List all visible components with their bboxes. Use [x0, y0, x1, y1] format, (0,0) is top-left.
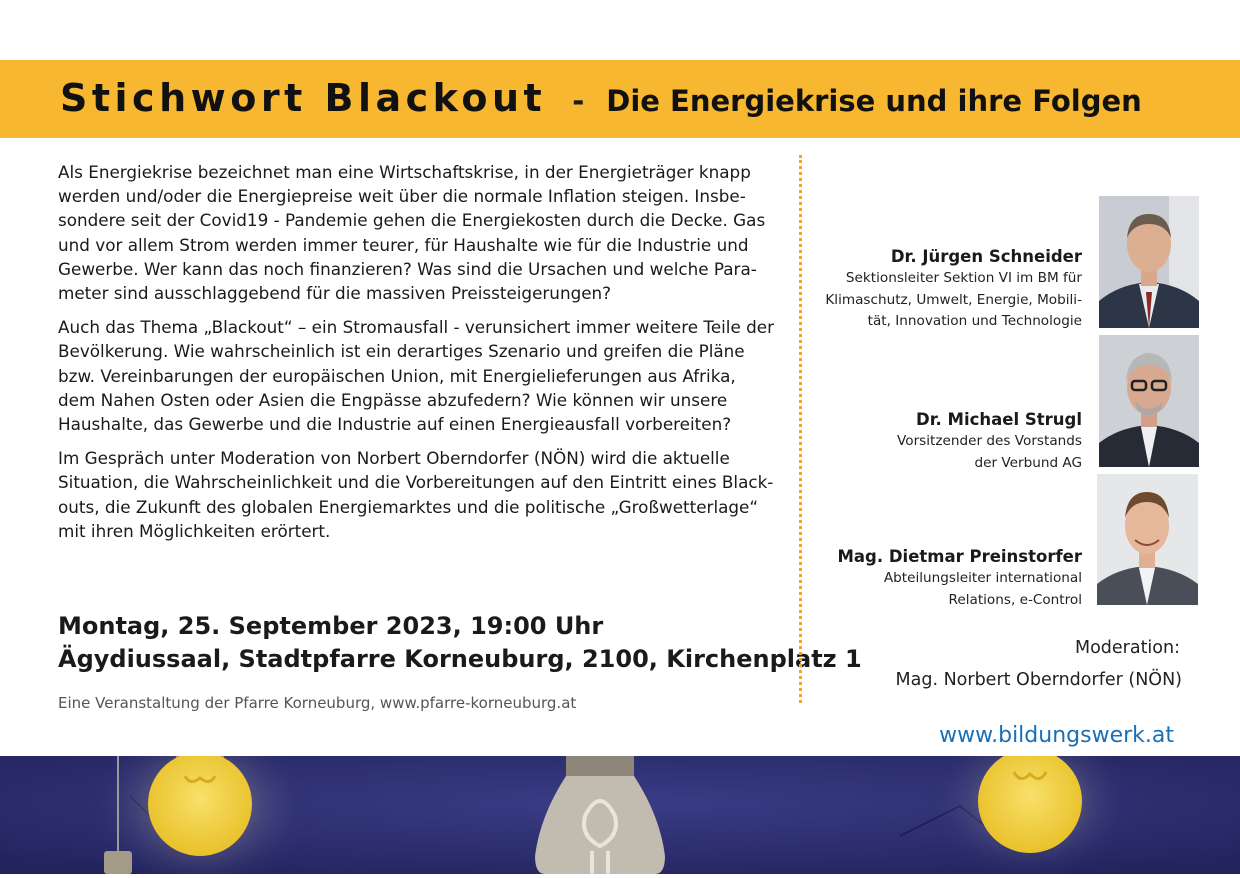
bulb-illustration [0, 756, 1240, 874]
moderator-name: Mag. Norbert Oberndorfer (NÖN) [895, 670, 1182, 690]
speaker-2 [897, 409, 1082, 474]
paragraph-3: Im Gespräch unter Moderation von Norbert Oberndorfer (NÖN) wird die aktuelle Situation, die Wahrscheinlichkeit und die Vorbereitungen auf den Eintritt eines Black- outs, die Zukunft des globalen Energiemarktes und die politische „Großwetterlage“ mit ihren Möglichkeiten erörtert. [58, 448, 774, 541]
event-date: Montag, 25. September 2023, 19:00 Uhr [58, 612, 604, 640]
speaker-photo-1 [1099, 196, 1199, 328]
speaker-3 [837, 546, 1082, 611]
speaker-role: Sektionsleiter Sektion VI im BM für Klimaschutz, Umwelt, Energie, Mobili- tät, Innovation und Technologie [825, 270, 1082, 329]
event-info [58, 610, 862, 676]
title-main: Stichwort Blackout [60, 76, 547, 120]
moderation-label: Moderation: [1074, 638, 1180, 658]
paragraph-1: Als Energiekrise bezeichnet man eine Wirtschaftskrise, in der Energieträger knapp werden und/oder die Energiepreise weit über die normale Inflation steigen. Insbe- sondere seit der Covid19 - Pandemie gehen die Energiekosten durch die Decke. Gas und vor allem Strom werden immer teurer, für Haushalte wie für die Industrie und Gewerbe. Wer kann das noch finanzieren? Was sind die Ursachen und welche Para- meter sind ausschlaggebend für die massiven Preissteigerungen? [58, 162, 766, 304]
speaker-name: Dr. Jürgen Schneider [890, 247, 1082, 266]
speaker-role: Abteilungsleiter international Relations, e-Control [883, 570, 1082, 608]
website-link[interactable]: www.bildungswerk.at [939, 723, 1174, 748]
title-sub: Die Energiekrise und ihre Folgen [606, 84, 1142, 118]
speaker-name: Dr. Michael Strugl [916, 410, 1082, 429]
organizer-note: Eine Veranstaltung der Pfarre Korneuburg, www.pfarre-korneuburg.at [58, 694, 577, 712]
event-location: Ägydiussaal, Stadtpfarre Korneuburg, 2100, Kirchenplatz 1 [58, 645, 862, 673]
speaker-photo-3 [1097, 474, 1198, 605]
description [58, 160, 788, 553]
paragraph-2: Auch das Thema „Blackout“ – ein Stromausfall - verunsichert immer weitere Teile der Bevölkerung. Wie wahrscheinlich ist ein derartiges Szenario und greifen die Pläne bzw. Vereinbarungen der europäischen Union, mit Energielieferungen aus Afrika, dem Nahen Osten oder Asien die Engpässe abzufedern? Wie können wir unsere Haushalte, das Gewerbe und die Industrie auf einen Energieausfall vorbereiten? [58, 317, 775, 435]
column-divider [799, 155, 802, 703]
speaker-1 [825, 246, 1082, 333]
moderation [896, 632, 1182, 696]
speaker-name: Mag. Dietmar Preinstorfer [837, 547, 1082, 566]
speaker-photo-2 [1099, 335, 1199, 467]
title-separator: - [572, 84, 585, 118]
speaker-role: Vorsitzender des Vorstands der Verbund AG [897, 433, 1082, 471]
page-title [60, 76, 1142, 120]
